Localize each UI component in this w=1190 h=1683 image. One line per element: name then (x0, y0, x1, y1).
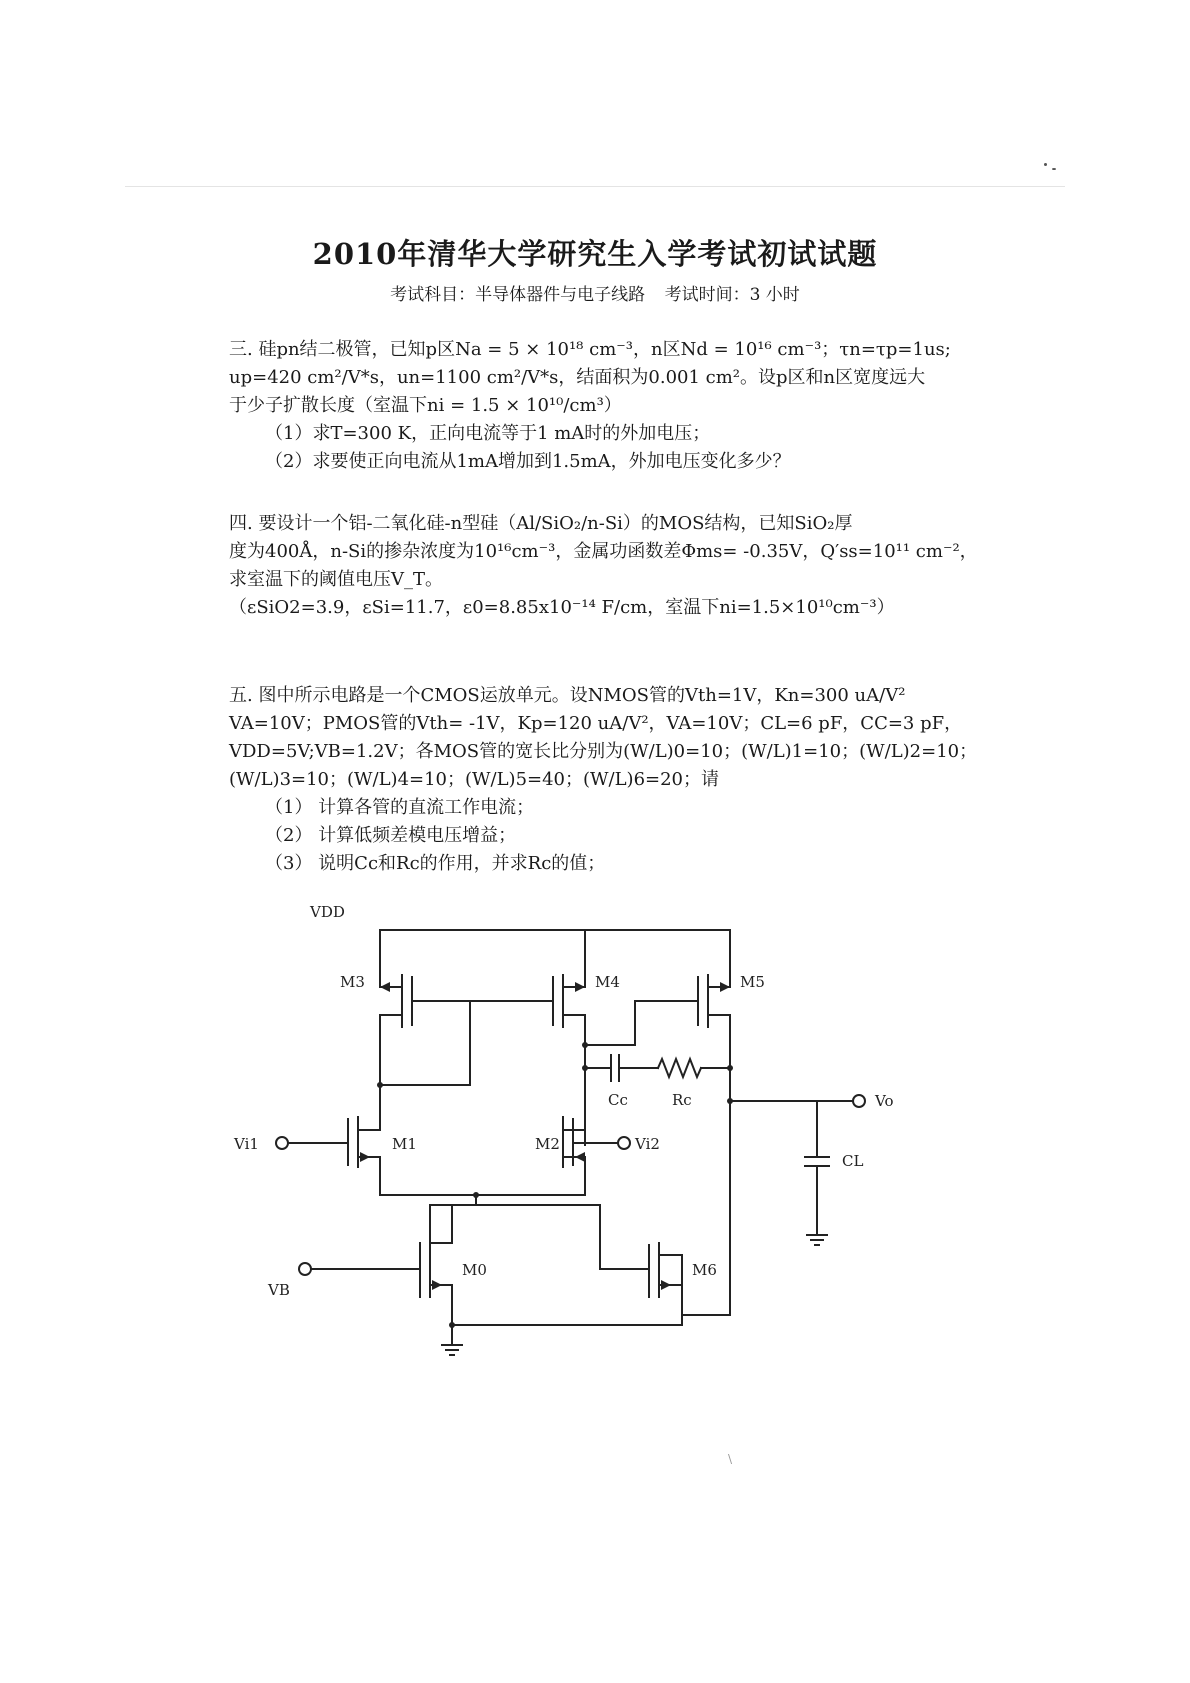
question-4 (229, 510, 978, 622)
ground-rail (442, 1325, 682, 1355)
question-text-line: 四. 要设计一个铝-二氧化硅-n型硅（Al/SiO₂/n-Si）的MOS结构，已知SiO₂厚 (229, 513, 853, 534)
question-text-line: 三. 硅pn结二极管，已知p区Na = 5 × 10¹⁸ cm⁻³，n区Nd = 10¹⁶ cm⁻³；τn=τp=1us; (229, 339, 951, 360)
question-subitem: （1）求T=300 K，正向电流等于1 mA时的外加电压； (265, 423, 711, 444)
page-title: 2010年清华大学研究生入学考试初试试题 (312, 237, 878, 271)
m5-source-arrow (720, 982, 730, 992)
output-node (730, 1101, 852, 1245)
cl-label: CL (842, 1152, 864, 1170)
m2-label: M2 (535, 1135, 560, 1153)
m1-source-arrow (360, 1152, 370, 1162)
vb-terminal (299, 1263, 311, 1275)
vi2-label: Vi2 (635, 1135, 660, 1153)
m6-label: M6 (692, 1261, 717, 1279)
vi2-terminal (618, 1137, 630, 1149)
question-subitem: （1） 计算各管的直流工作电流； (265, 797, 535, 818)
m2-source-arrow (575, 1152, 585, 1162)
m4-label: M4 (595, 973, 620, 991)
vo-label: Vo (875, 1092, 894, 1110)
question-constants: （εSiO2=3.9，εSi=11.7，ε0=8.85x10⁻¹⁴ F/cm，室温下ni=1.5×10¹⁰cm⁻³） (229, 597, 895, 618)
m3-source-arrow (380, 982, 390, 992)
m4-source-arrow (575, 982, 585, 992)
vi1-label: Vi1 (234, 1135, 259, 1153)
junction-dot (582, 1042, 588, 1048)
cc-label: Cc (608, 1091, 628, 1109)
junction-dot (449, 1322, 455, 1328)
compensation-network (585, 1055, 730, 1081)
m3-label: M3 (340, 973, 365, 991)
nmos-m0 (312, 1205, 452, 1325)
m0-source-arrow (432, 1280, 442, 1290)
question-subitem: （2） 计算低频差模电压增益； (265, 825, 517, 846)
exam-duration: 考试时间：3 小时 (664, 285, 800, 305)
pmos-m4 (520, 975, 585, 1145)
junction-dot (473, 1192, 479, 1198)
vdd-label: VDD (310, 905, 345, 921)
tail-node (380, 1195, 600, 1269)
vo-terminal (853, 1095, 865, 1107)
question-5 (229, 682, 978, 878)
nmos-m1 (289, 1085, 380, 1195)
question-text-line: (W/L)3=10；(W/L)4=10；(W/L)5=40；(W/L)6=20；请 (229, 769, 720, 790)
question-text-line: 求室温下的阈值电压V_T。 (229, 569, 444, 590)
junction-dot (377, 1082, 383, 1088)
vb-label: VB (268, 1281, 290, 1299)
question-subitem: （3） 说明Cc和Rc的作用，并求Rc的值； (265, 853, 606, 874)
rc-label: Rc (672, 1091, 692, 1109)
page-subtitle (0, 280, 1190, 305)
question-text-line: VA=10V；PMOS管的Vth= -1V，Kp=120 uA/V²，VA=10V；CL=6 pF，CC=3 pF， (229, 713, 963, 734)
pmos-m3 (380, 975, 520, 1085)
page-mark: \ (728, 1452, 733, 1466)
scan-speck (1052, 168, 1056, 170)
vi1-terminal (276, 1137, 288, 1149)
question-text-line: up=420 cm²/V*s，un=1100 cm²/V*s，结面积为0.001 cm²。设p区和n区宽度远大 (229, 367, 926, 388)
nmos-m2 (563, 1117, 617, 1195)
junction-dot (727, 1065, 733, 1071)
question-subitem: （2）求要使正向电流从1mA增加到1.5mA，外加电压变化多少？ (265, 451, 791, 472)
m1-label: M1 (392, 1135, 417, 1153)
vdd-rail (380, 930, 730, 987)
junction-dot (727, 1098, 733, 1104)
m5-label: M5 (740, 973, 765, 991)
question-3 (229, 336, 959, 476)
junction-dot (582, 1065, 588, 1071)
question-text-line: 于少子扩散长度（室温下ni = 1.5 × 10¹⁰/cm³） (229, 395, 622, 416)
scan-speck (1044, 163, 1047, 166)
page-top-rule (125, 186, 1065, 187)
m6-source-arrow (661, 1280, 671, 1290)
question-text-line: 度为400Å，n-Si的掺杂浓度为10¹⁶cm⁻³，金属功函数差Φms= -0.35V，Q′ss=10¹¹ cm⁻²， (229, 541, 978, 562)
m0-label: M0 (462, 1261, 487, 1279)
question-text-line: 五. 图中所示电路是一个CMOS运放单元。设NMOS管的Vth=1V，Kn=300 uA/V² (229, 685, 906, 706)
question-text-line: VDD=5V;VB=1.2V；各MOS管的宽长比分别为(W/L)0=10；(W/L)1=10；(W/L)2=10； (229, 741, 978, 762)
exam-subject: 考试科目：半导体器件与电子线路 (390, 285, 646, 305)
cmos-opamp-schematic (230, 905, 930, 1450)
